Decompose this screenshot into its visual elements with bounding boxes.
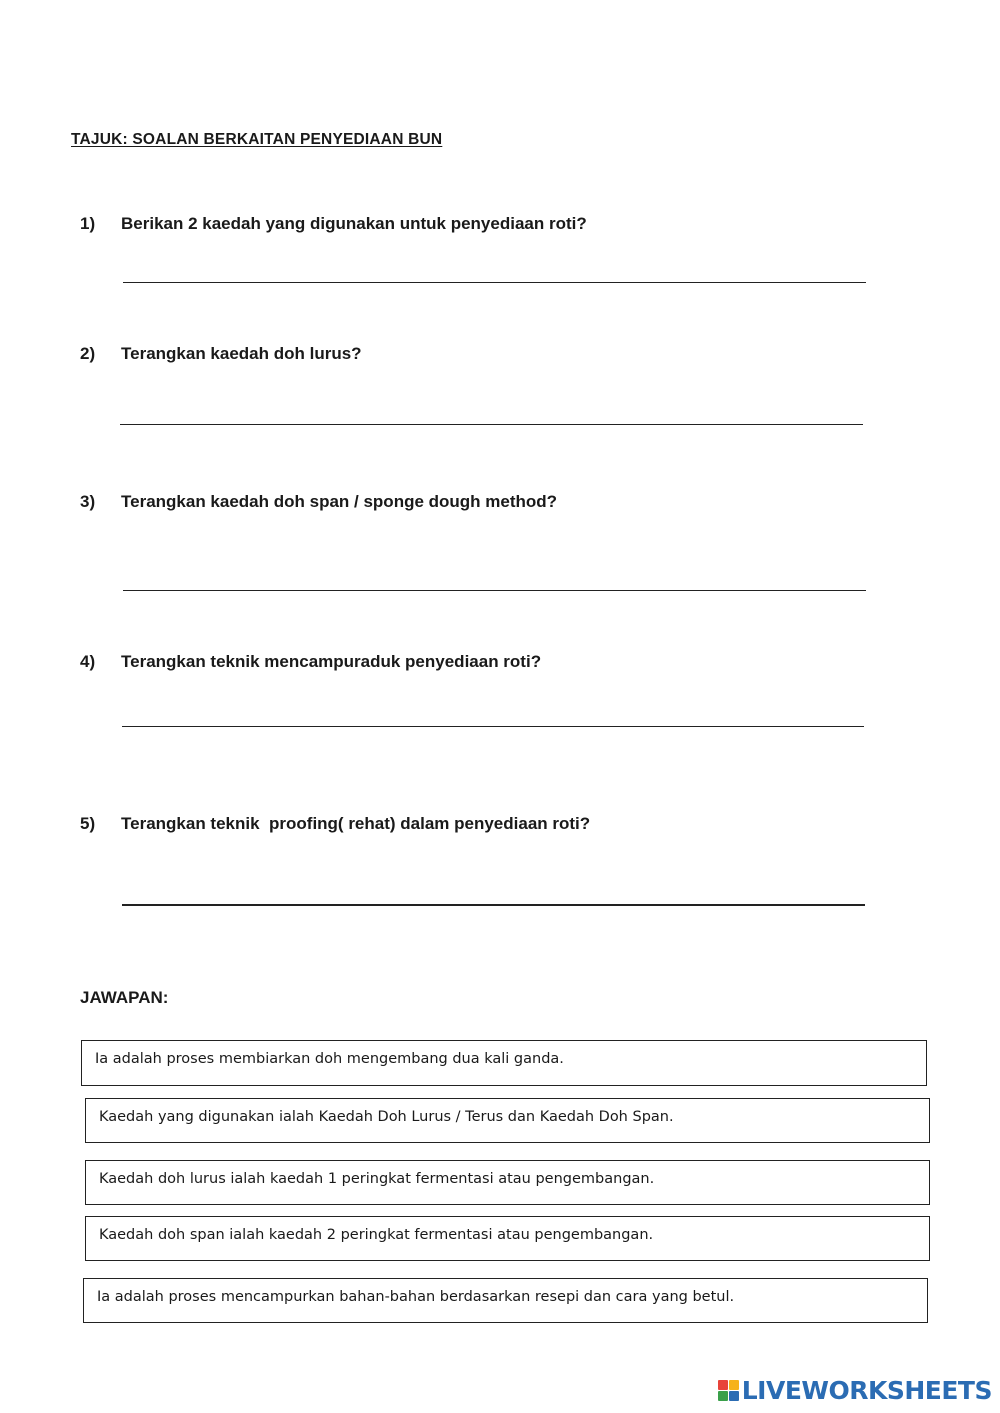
logo-square-icon	[718, 1380, 728, 1390]
question-text: Terangkan teknik proofing( rehat) dalam penyediaan roti?	[121, 814, 591, 833]
logo-square-icon	[718, 1391, 728, 1401]
question-number: 1)	[80, 214, 96, 233]
question-number: 3)	[80, 492, 96, 511]
answer-option-text: Kaedah yang digunakan ialah Kaedah Doh Lurus / Terus dan Kaedah Doh Span.	[99, 1109, 674, 1125]
logo-square-icon	[729, 1391, 739, 1401]
question-text: Terangkan kaedah doh lurus?	[121, 344, 362, 363]
answer-option-text: Kaedah doh lurus ialah kaedah 1 peringkat fermentasi atau pengembangan.	[99, 1171, 655, 1187]
watermark-text: LIVEWORKSHEETS	[741, 1376, 992, 1405]
question-text: Berikan 2 kaedah yang digunakan untuk penyediaan roti?	[121, 214, 587, 233]
answer-line[interactable]	[122, 726, 864, 727]
answer-option[interactable]	[81, 1040, 927, 1086]
answer-line[interactable]	[123, 590, 866, 591]
page-title: TAJUK: SOALAN BERKAITAN PENYEDIAAN BUN	[71, 131, 443, 148]
logo-square-icon	[729, 1380, 739, 1390]
liveworksheets-logo-icon	[718, 1380, 739, 1401]
answers-heading: JAWAPAN:	[80, 988, 169, 1007]
answer-option-text: Kaedah doh span ialah kaedah 2 peringkat fermentasi atau pengembangan.	[99, 1227, 654, 1243]
answer-line[interactable]	[120, 424, 863, 425]
answer-option[interactable]	[85, 1098, 930, 1143]
answer-line[interactable]	[122, 904, 865, 906]
question-text: Terangkan teknik mencampuraduk penyediaan roti?	[121, 652, 542, 671]
question-number: 5)	[80, 814, 96, 833]
answer-option[interactable]	[85, 1160, 930, 1205]
answer-option-text: Ia adalah proses membiarkan doh mengembang dua kali ganda.	[95, 1051, 564, 1067]
question-number: 4)	[80, 652, 96, 671]
answer-line[interactable]	[123, 282, 866, 283]
answer-option[interactable]	[83, 1278, 928, 1323]
answer-option-text: Ia adalah proses mencampurkan bahan-bahan berdasarkan resepi dan cara yang betul.	[97, 1289, 735, 1305]
liveworksheets-watermark	[718, 1376, 992, 1405]
question-number: 2)	[80, 344, 96, 363]
question-text: Terangkan kaedah doh span / sponge dough method?	[121, 492, 558, 511]
answer-option[interactable]	[85, 1216, 930, 1261]
